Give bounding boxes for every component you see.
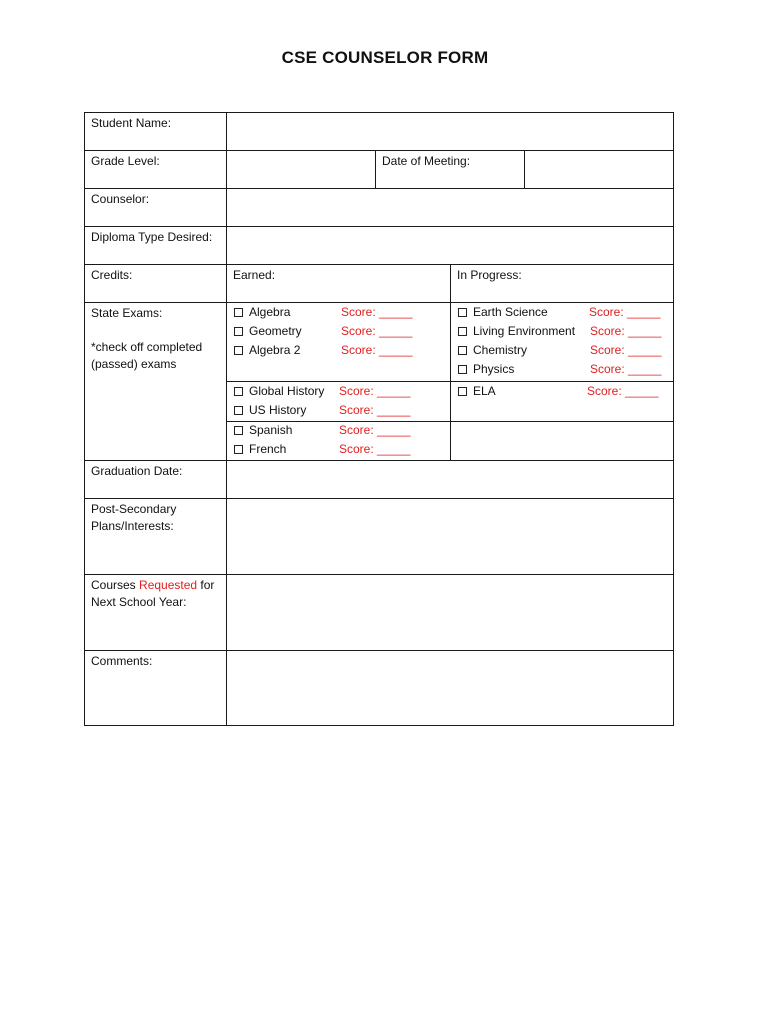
counselor-label-cell [84, 188, 227, 227]
checkbox-icon[interactable] [458, 387, 467, 396]
post-secondary-label-line1: Post-Secondary [91, 502, 177, 516]
exam-spanish[interactable]: Spanish [234, 422, 292, 439]
exam-chemistry[interactable]: Chemistry [458, 342, 527, 359]
empty-exam-cell [450, 421, 674, 461]
graduation-date-field[interactable] [226, 460, 674, 499]
score-ela[interactable]: Score: _____ [587, 384, 659, 398]
exam-ela[interactable]: ELA [458, 383, 496, 400]
check-note-line2: (passed) exams [91, 357, 177, 371]
credits-earned-field[interactable] [226, 264, 451, 303]
comments-field[interactable] [226, 650, 674, 726]
history-exams-cell [226, 381, 451, 422]
counselor-field[interactable] [226, 188, 674, 227]
post-secondary-field[interactable] [226, 498, 674, 575]
exam-earth-science[interactable]: Earth Science [458, 304, 548, 321]
courses-requested-field[interactable] [226, 574, 674, 651]
score-earth-science[interactable]: Score: _____ [589, 305, 661, 319]
comments-label-cell [84, 650, 227, 726]
score-global-history[interactable]: Score: _____ [339, 384, 411, 398]
checkbox-icon[interactable] [234, 445, 243, 454]
checkbox-icon[interactable] [458, 346, 467, 355]
check-note-line1: *check off completed [91, 340, 203, 354]
counselor-label: Counselor: [91, 192, 150, 206]
graduation-date-label-cell [84, 460, 227, 499]
exam-living-environment[interactable]: Living Environment [458, 323, 575, 340]
score-geometry[interactable]: Score: _____ [341, 324, 413, 338]
score-algebra-2[interactable]: Score: _____ [341, 343, 413, 357]
exam-algebra-2[interactable]: Algebra 2 [234, 342, 300, 359]
earned-label: Earned: [233, 268, 276, 282]
credits-label: Credits: [91, 268, 133, 282]
grade-level-label-cell [84, 150, 227, 189]
checkbox-icon[interactable] [234, 327, 243, 336]
state-exams-label: State Exams: [91, 306, 163, 320]
exam-global-history[interactable]: Global History [234, 383, 324, 400]
courses-requested-label-line2: Next School Year: [91, 595, 187, 609]
student-name-label-cell [84, 112, 227, 151]
in-progress-label: In Progress: [457, 268, 522, 282]
ela-exam-cell [450, 381, 674, 422]
checkbox-icon[interactable] [458, 327, 467, 336]
score-spanish[interactable]: Score: _____ [339, 423, 411, 437]
student-name-field[interactable] [226, 112, 674, 151]
credits-in-progress-field[interactable] [450, 264, 674, 303]
math-exams-cell [226, 302, 451, 382]
diploma-type-field[interactable] [226, 226, 674, 265]
student-name-label: Student Name: [91, 116, 172, 130]
checkbox-icon[interactable] [458, 308, 467, 317]
exam-algebra[interactable]: Algebra [234, 304, 290, 321]
checkbox-icon[interactable] [234, 346, 243, 355]
score-chemistry[interactable]: Score: _____ [590, 343, 662, 357]
grade-level-field[interactable] [226, 150, 376, 189]
diploma-type-label: Diploma Type Desired: [91, 230, 213, 244]
post-secondary-label-line2: Plans/Interests: [91, 519, 174, 533]
date-of-meeting-field[interactable] [524, 150, 674, 189]
exam-french[interactable]: French [234, 441, 286, 458]
diploma-type-label-cell [84, 226, 227, 265]
score-us-history[interactable]: Score: _____ [339, 403, 411, 417]
language-exams-cell [226, 421, 451, 461]
form-title: CSE COUNSELOR FORM [281, 48, 489, 67]
date-of-meeting-label-cell [375, 150, 525, 189]
grade-level-label: Grade Level: [91, 154, 160, 168]
checkbox-icon[interactable] [234, 387, 243, 396]
graduation-date-label: Graduation Date: [91, 464, 183, 478]
post-secondary-label-cell [84, 498, 227, 575]
exam-geometry[interactable]: Geometry [234, 323, 302, 340]
checkbox-icon[interactable] [234, 426, 243, 435]
checkbox-icon[interactable] [458, 365, 467, 374]
checkbox-icon[interactable] [234, 308, 243, 317]
exam-physics[interactable]: Physics [458, 361, 514, 378]
state-exams-label-cell [84, 302, 227, 461]
credits-label-cell [84, 264, 227, 303]
courses-requested-label-line1: Courses Requested for [91, 578, 215, 592]
score-living-environment[interactable]: Score: _____ [590, 324, 662, 338]
score-algebra[interactable]: Score: _____ [341, 305, 413, 319]
science-exams-cell [450, 302, 674, 382]
checkbox-icon[interactable] [234, 406, 243, 415]
date-of-meeting-label: Date of Meeting: [382, 154, 471, 168]
exam-us-history[interactable]: US History [234, 402, 306, 419]
score-french[interactable]: Score: _____ [339, 442, 411, 456]
comments-label: Comments: [91, 654, 153, 668]
score-physics[interactable]: Score: _____ [590, 362, 662, 376]
courses-requested-label-cell [84, 574, 227, 651]
